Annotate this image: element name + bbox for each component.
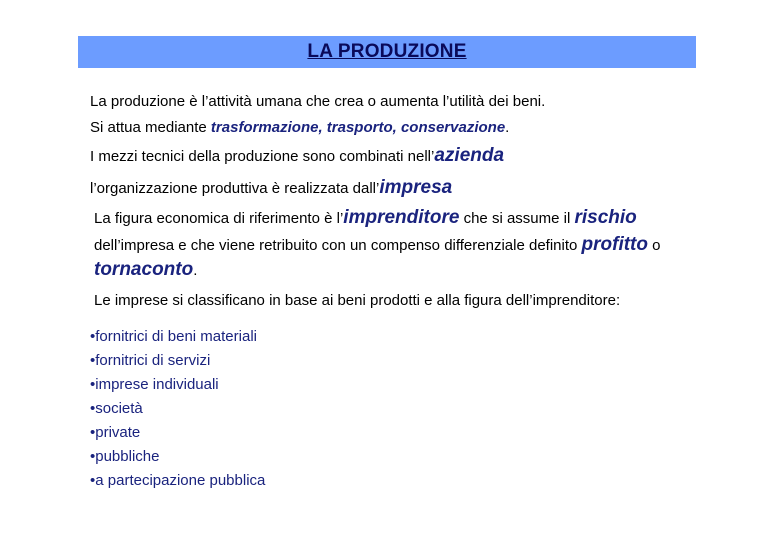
page-title: LA PRODUZIONE xyxy=(307,41,467,62)
classification-list xyxy=(90,327,265,495)
entrepreneur-line-1 xyxy=(94,207,637,229)
list-item: •fornitrici di beni materiali xyxy=(90,328,257,345)
tornaconto-keyword: tornaconto xyxy=(94,259,194,280)
means-prefix: Si attua mediante xyxy=(90,119,211,136)
entrepreneur-line-3 xyxy=(94,259,197,281)
impresa-line xyxy=(90,177,452,199)
entrepreneur-text-a: La figura economica di riferimento è l’ xyxy=(94,210,344,227)
risk-keyword: rischio xyxy=(574,207,637,228)
azienda-prefix: I mezzi tecnici della produzione sono combinati nell’ xyxy=(90,148,435,165)
entrepreneur-text-i: . xyxy=(193,262,198,279)
entrepreneur-text-c: che si assume il xyxy=(459,210,575,227)
azienda-line xyxy=(90,145,504,167)
impresa-keyword: impresa xyxy=(379,177,453,198)
impresa-prefix: l’organizzazione produttiva è realizzata dall’ xyxy=(90,180,380,197)
list-item: •private xyxy=(90,424,141,441)
entrepreneur-text-g: o xyxy=(648,237,661,254)
azienda-keyword: azienda xyxy=(434,145,505,166)
profit-keyword: profitto xyxy=(581,234,648,255)
entrepreneur-keyword: imprenditore xyxy=(343,207,460,228)
list-item: •società xyxy=(90,400,143,417)
intro-line: La produzione è l’attività umana che crea o aumenta l’utilità dei beni. xyxy=(90,93,546,110)
list-item: •fornitrici di servizi xyxy=(90,352,211,369)
means-keywords: trasformazione, trasporto, conservazione xyxy=(210,119,506,136)
list-item: •imprese individuali xyxy=(90,376,219,393)
title-bar xyxy=(78,36,696,68)
entrepreneur-text-e: dell’impresa e che viene retribuito con un compenso differenziale definito xyxy=(94,237,582,254)
means-line xyxy=(90,119,509,136)
entrepreneur-line-2 xyxy=(94,234,661,256)
means-suffix: . xyxy=(505,119,510,136)
list-item: •a partecipazione pubblica xyxy=(90,472,266,489)
classification-line: Le imprese si classificano in base ai beni prodotti e alla figura dell’imprenditore: xyxy=(94,292,621,309)
list-item: •pubbliche xyxy=(90,448,160,465)
